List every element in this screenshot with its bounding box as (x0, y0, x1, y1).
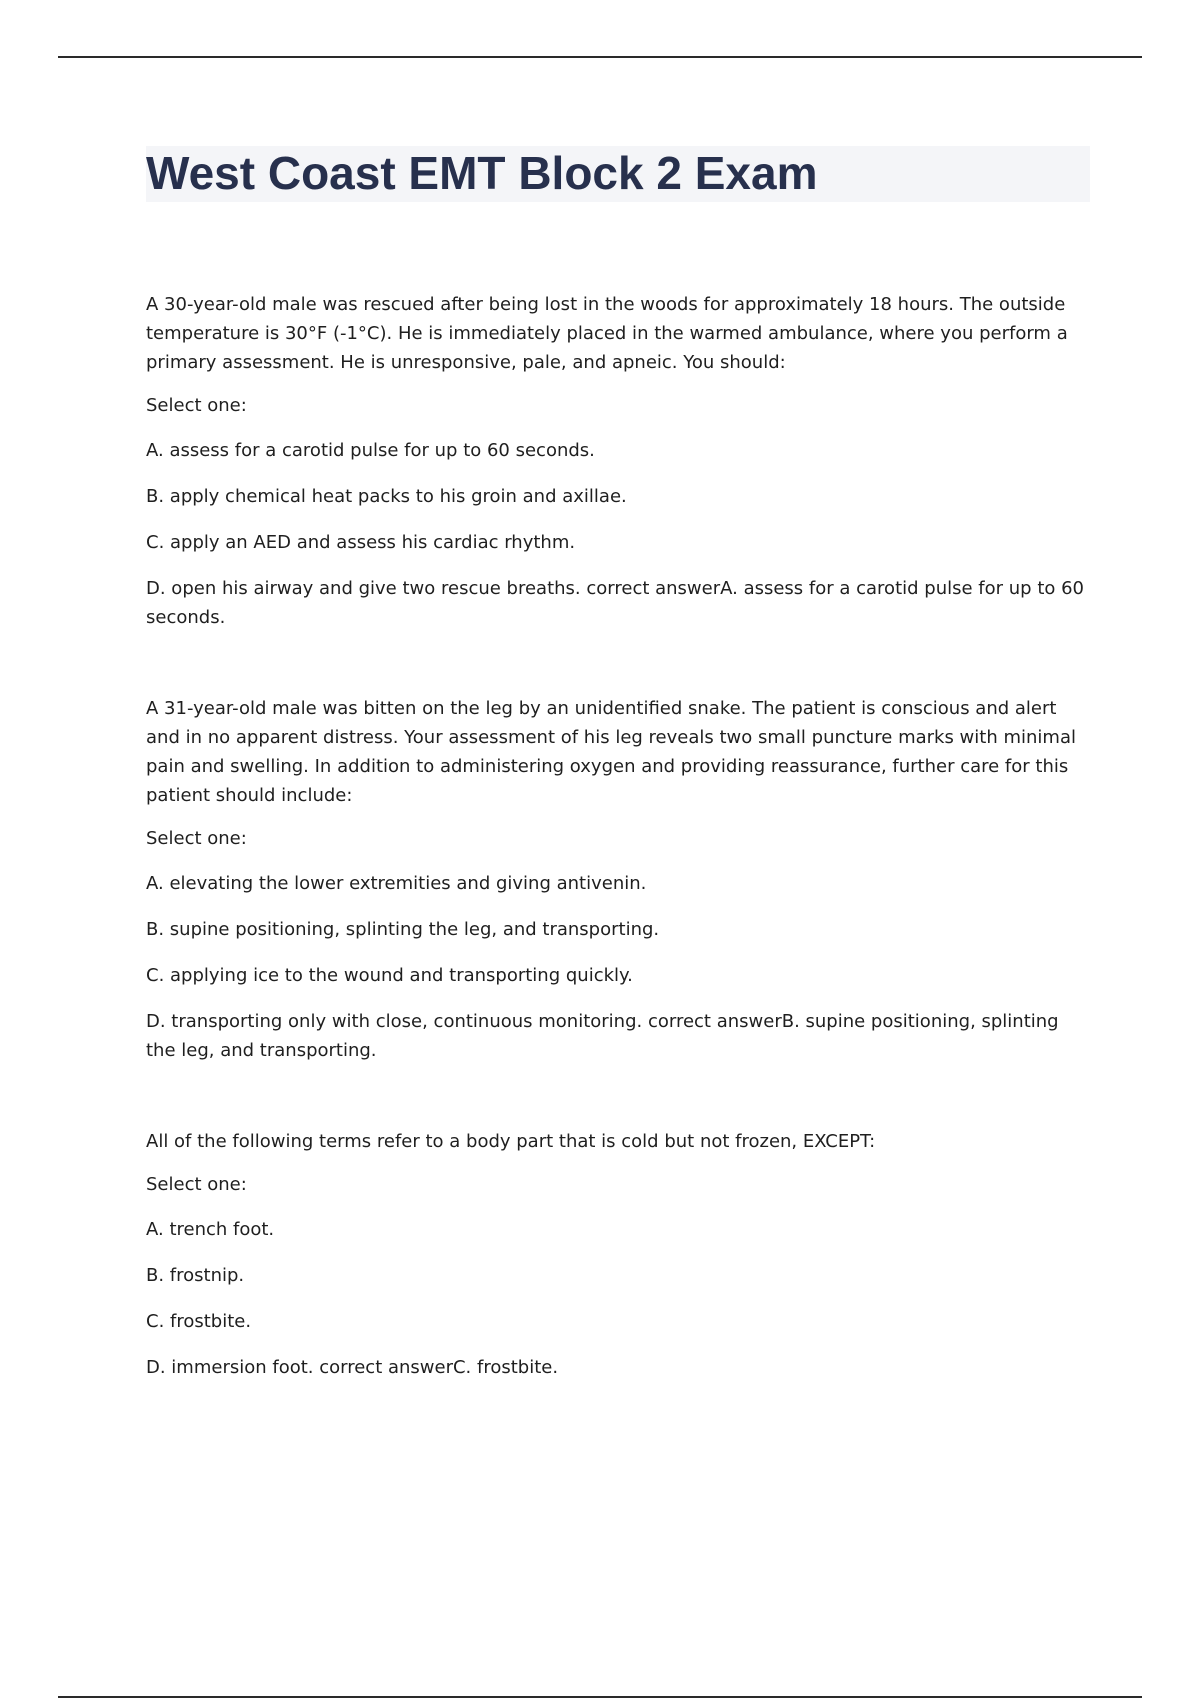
option-d-with-answer: D. immersion foot. correct answerC. frostbite. (146, 1357, 559, 1378)
footer-rule (58, 1696, 1142, 1698)
question-text: All of the following terms refer to a body part that is cold but not frozen, EXCEPT: (146, 1131, 876, 1152)
header-rule (58, 56, 1142, 58)
option-b: B. apply chemical heat packs to his groin and axillae. (146, 486, 627, 507)
question-2 (146, 694, 1090, 1065)
option-d-with-answer: D. open his airway and give two rescue breaths. correct answerA. assess for a carotid pulse for up to 60 seconds. (146, 578, 1085, 628)
question-text: A 31-year-old male was bitten on the leg by an unidentified snake. The patient is conscious and alert and in no apparent distress. Your assessment of his leg reveals two small puncture marks with minimal pain and swelling. In addition to administering oxygen and providing reassurance, further care for this patient should include: (146, 698, 1076, 806)
option-c: C. frostbite. (146, 1311, 252, 1332)
select-one-label: Select one: (146, 395, 247, 416)
option-c: C. apply an AED and assess his cardiac rhythm. (146, 532, 576, 553)
option-a: A. assess for a carotid pulse for up to 60 seconds. (146, 440, 595, 461)
option-b: B. supine positioning, splinting the leg, and transporting. (146, 919, 660, 940)
question-3 (146, 1127, 1090, 1382)
option-b: B. frostnip. (146, 1265, 245, 1286)
document-body (146, 290, 1090, 1444)
select-one-label: Select one: (146, 828, 247, 849)
option-a: A. trench foot. (146, 1219, 275, 1240)
question-1 (146, 290, 1090, 632)
option-c: C. applying ice to the wound and transporting quickly. (146, 965, 633, 986)
document-title: West Coast EMT Block 2 Exam (146, 147, 818, 199)
option-a: A. elevating the lower extremities and giving antivenin. (146, 873, 647, 894)
option-d-with-answer: D. transporting only with close, continuous monitoring. correct answerB. supine positioning, splinting the leg, and transporting. (146, 1011, 1059, 1061)
question-text: A 30-year-old male was rescued after being lost in the woods for approximately 18 hours. The outside temperature is 30°F (-1°C). He is immediately placed in the warmed ambulance, where you perform a primary assessment. He is unresponsive, pale, and apneic. You should: (146, 294, 1068, 373)
select-one-label: Select one: (146, 1174, 247, 1195)
